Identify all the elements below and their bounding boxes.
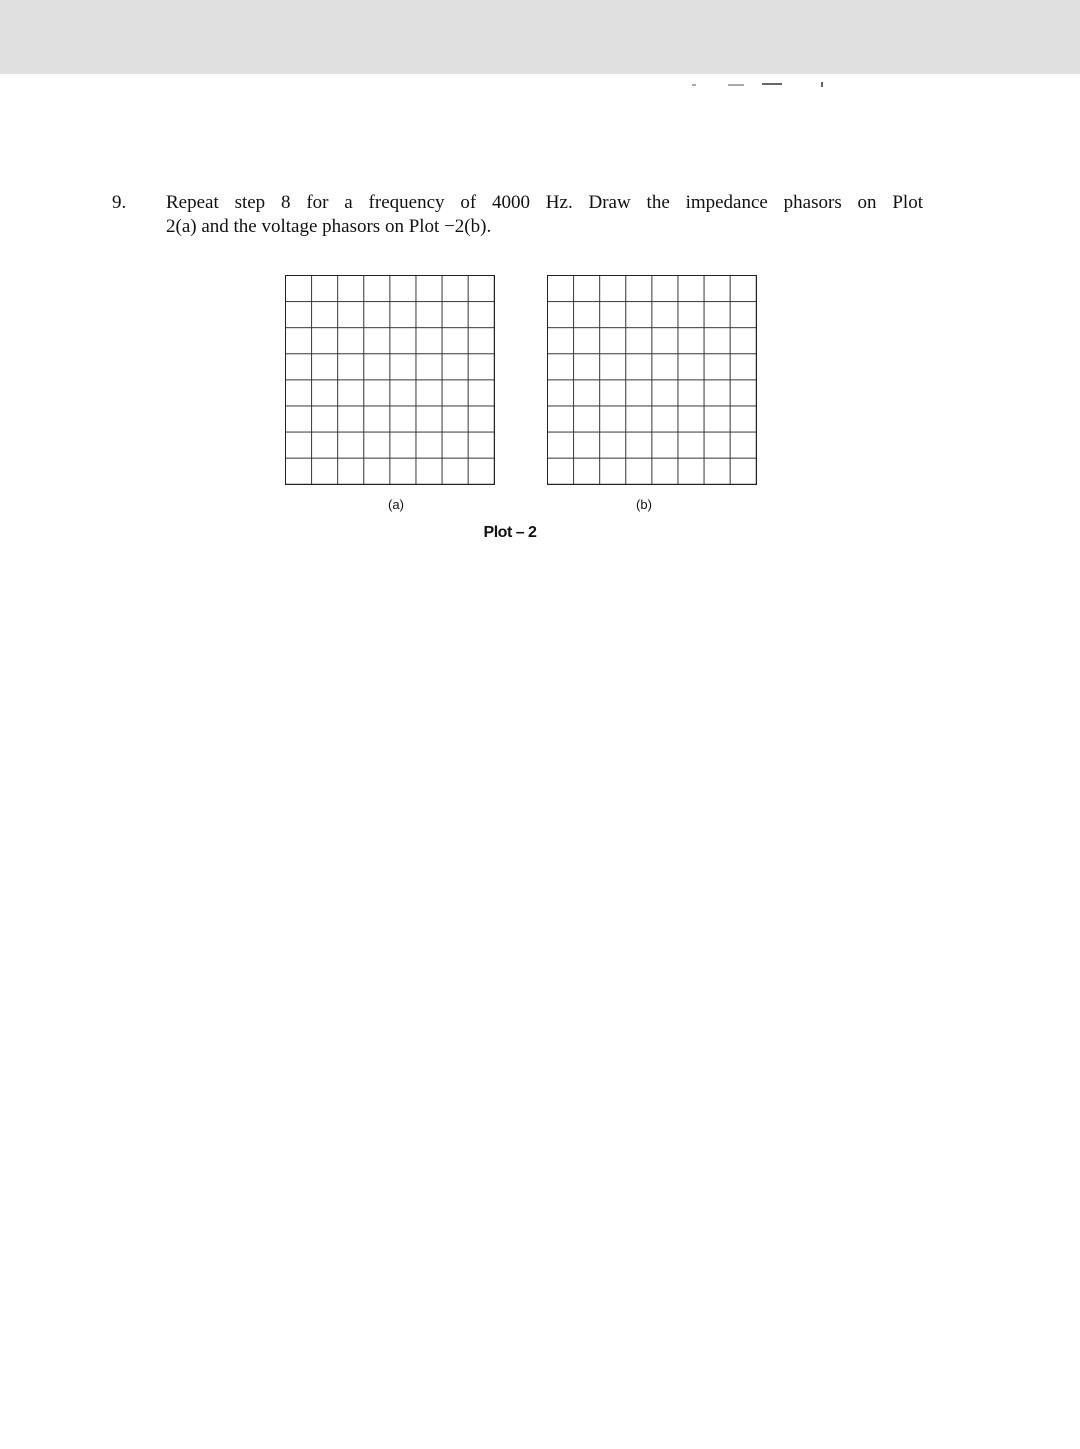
step-instruction — [166, 191, 923, 239]
step-instruction-line-2: 2(a) and the voltage phasors on Plot −2(b). — [166, 216, 492, 237]
plot-label-a: (a) — [388, 497, 404, 512]
plot-grid-b — [547, 275, 757, 485]
plot-grid-a — [285, 275, 495, 485]
plot-caption: Plot – 2 — [483, 524, 537, 541]
plot-label-b: (b) — [636, 497, 652, 512]
step-instruction-line-1: Repeat step 8 for a frequency of 4000 Hz. Draw the impedance phasors on Plot — [166, 192, 923, 213]
scan-artifact-marks — [0, 0, 1080, 100]
step-number: 9. — [112, 192, 127, 213]
